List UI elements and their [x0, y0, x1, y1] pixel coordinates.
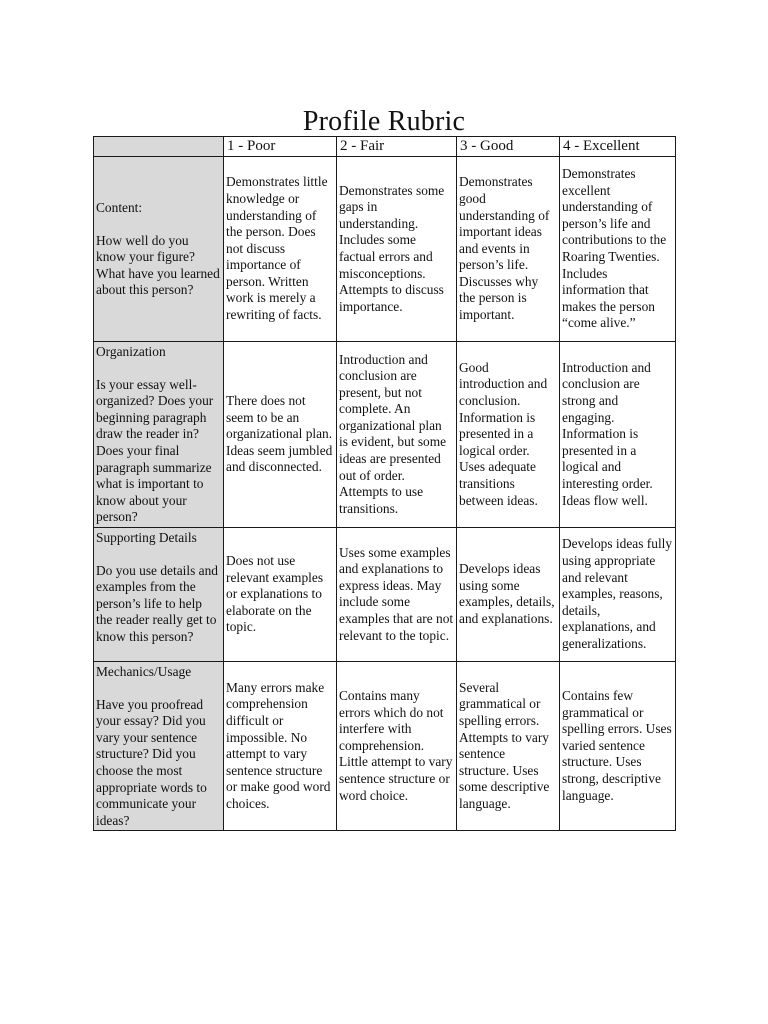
table-row-supporting-details: [94, 527, 676, 661]
criterion-name: Organization: [96, 344, 166, 359]
criterion-question: How well do you know your figure? What have you learned about this person?: [96, 232, 220, 298]
rubric-cell-mechanics-good: Several grammatical or spelling errors. Attempts to vary sentence structure. Uses some descriptive language.: [457, 661, 560, 830]
rubric-cell-mechanics-excellent: Contains few grammatical or spelling errors. Uses varied sentence structure. Uses strong, descriptive language.: [560, 661, 676, 830]
header-fair: 2 - Fair: [337, 137, 457, 157]
rubric-cell-mechanics-poor: Many errors make comprehension difficult or impossible. No attempt to vary sentence structure or make good word choices.: [224, 661, 337, 830]
rubric-cell-organization-fair: Introduction and conclusion are present, but not complete. An organizational plan is evident, but some ideas are presented out of order. Attempts to use transitions.: [337, 342, 457, 528]
criterion-cell-mechanics-usage: [94, 661, 224, 830]
rubric-cell-content-good: Demonstrates good understanding of important ideas and events in person’s life. Discusses why the person is important.: [457, 157, 560, 342]
criterion-question: Is your essay well-organized? Does your beginning paragraph draw the reader in? Does your final paragraph summarize what is important to know about your person?: [96, 376, 214, 525]
criterion-spacer: [96, 217, 221, 233]
page-title: Profile Rubric: [302, 105, 466, 137]
rubric-cell-content-fair: Demonstrates some gaps in understanding. Includes some factual errors and misconceptions. Attempts to discuss importance.: [337, 157, 457, 342]
table-row-organization: [94, 342, 676, 528]
criterion-cell-organization: [94, 342, 224, 528]
criterion-spacer: [96, 681, 221, 697]
rubric-cell-supporting-poor: Does not use relevant examples or explanations to elaborate on the topic.: [224, 527, 337, 661]
criterion-cell-content: [94, 157, 224, 342]
rubric-cell-supporting-fair: Uses some examples and explanations to express ideas. May include some examples that are not relevant to the topic.: [337, 527, 457, 661]
criterion-question: Have you proofread your essay? Did you vary your sentence structure? Did you choose the most appropriate words to communicate your ideas?: [96, 696, 207, 828]
criterion-spacer: [96, 547, 221, 563]
criterion-name: Mechanics/Usage: [96, 663, 192, 679]
rubric-cell-organization-good: Good introduction and conclusion. Information is presented in a logical order. Uses adequate transitions between ideas.: [457, 342, 560, 528]
rubric-cell-organization-excellent: Introduction and conclusion are strong and engaging. Information is presented in a logical and interesting order. Ideas flow well.: [560, 342, 676, 528]
rubric-cell-mechanics-fair: Contains many errors which do not interfere with comprehension. Little attempt to vary sentence structure or word choice.: [337, 661, 457, 830]
table-row-content: [94, 157, 676, 342]
header-poor: 1 - Poor: [224, 137, 337, 157]
criterion-name: Supporting Details: [96, 529, 197, 545]
header-excellent: 4 - Excellent: [560, 137, 676, 157]
rubric-cell-organization-poor: There does not seem to be an organizational plan. Ideas seem jumbled and disconnected.: [224, 342, 337, 528]
header-good: 3 - Good: [457, 137, 560, 157]
criterion-question: Do you use details and examples from the person’s life to help the reader really get to know this person?: [96, 562, 218, 644]
criterion-name: Content:: [96, 200, 143, 216]
criterion-spacer: [96, 361, 221, 377]
rubric-cell-content-excellent: Demonstrates excellent understanding of person’s life and contributions to the Roaring Twenties. Includes information that makes the person “come alive.”: [560, 157, 676, 342]
rubric-cell-supporting-good: Develops ideas using some examples, details, and explanations.: [457, 527, 560, 661]
table-row-mechanics-usage: [94, 661, 676, 830]
criterion-cell-supporting-details: [94, 527, 224, 661]
rubric-cell-supporting-excellent: Develops ideas fully using appropriate and relevant examples, reasons, details, explanations, and generalizations.: [560, 527, 676, 661]
rubric-table: [93, 136, 676, 831]
rubric-cell-content-poor: Demonstrates little knowledge or understanding of the person. Does not discuss importance of person. Written work is merely a rewriting of facts.: [224, 157, 337, 342]
header-row: [94, 137, 676, 157]
header-corner-cell: [94, 137, 224, 157]
